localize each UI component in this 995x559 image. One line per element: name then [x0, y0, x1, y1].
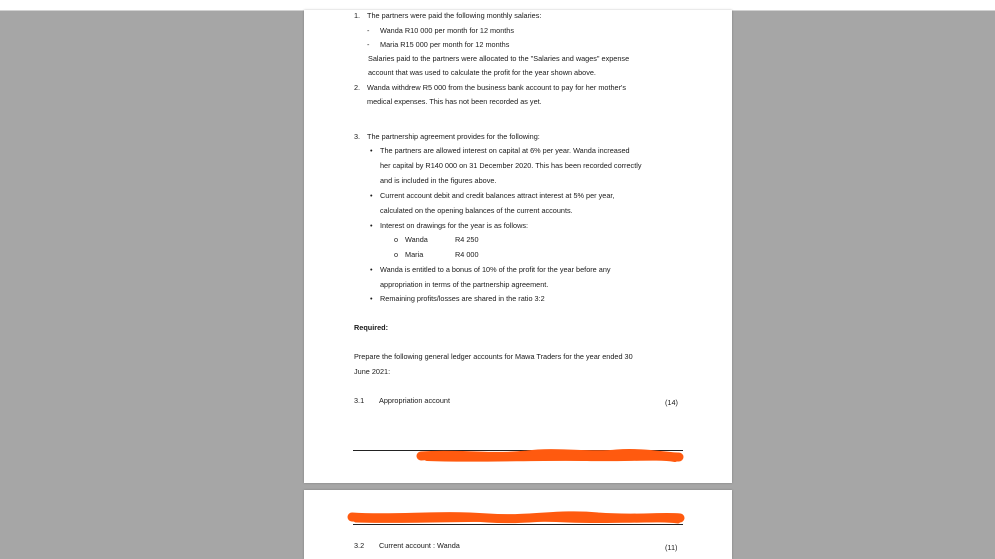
bullet-marker: • — [370, 191, 373, 200]
bullet-marker: • — [370, 265, 373, 274]
item-3-text: The partnership agreement provides for the following: — [367, 132, 540, 141]
question-3-2-marks: (11) — [665, 543, 678, 552]
bullet-2-line-2: calculated on the opening balances of the current accounts. — [380, 206, 573, 215]
bullet-1-line-2: her capital by R140 000 on 31 December 2020. This has been recorded correctly — [380, 161, 642, 170]
document-page-2[interactable] — [304, 490, 732, 559]
redaction-scribble — [348, 508, 684, 530]
bullet-marker: • — [370, 294, 373, 303]
redaction-scribble — [417, 445, 683, 467]
bullet-marker: • — [370, 221, 373, 230]
bullet-1-line-1: The partners are allowed interest on capital at 6% per year. Wanda increased — [380, 146, 630, 155]
question-3-2-number: 3.2 — [354, 541, 365, 550]
bullet-1-line-3: and is included in the figures above. — [380, 176, 497, 185]
required-heading: Required: — [354, 323, 389, 332]
item-2-line-2: medical expenses. This has not been recorded as yet. — [367, 97, 542, 106]
salary-wanda: Wanda R10 000 per month for 12 months — [380, 26, 514, 35]
drawings-name-wanda: Wanda — [405, 235, 428, 244]
dash-marker: - — [367, 40, 370, 49]
question-3-1-title: Appropriation account — [379, 396, 450, 405]
required-text-line-2: June 2021: — [354, 367, 391, 376]
bullet-marker: • — [370, 146, 373, 155]
required-text-line-1: Prepare the following general ledger accounts for Mawa Traders for the year ended 30 — [354, 352, 633, 361]
drawings-amount-wanda: R4 250 — [455, 235, 479, 244]
question-3-1-marks: (14) — [665, 398, 678, 407]
sub-bullet-marker: o — [394, 235, 399, 244]
document-page-1[interactable] — [304, 10, 732, 483]
bullet-4-line-1: Wanda is entitled to a bonus of 10% of the profit for the year before any — [380, 265, 611, 274]
sub-bullet-marker: o — [394, 250, 399, 259]
item-2-line-1: Wanda withdrew R5 000 from the business bank account to pay for her mother's — [367, 83, 627, 92]
item-3-number: 3. — [354, 132, 361, 141]
salaries-note-line-1: Salaries paid to the partners were allocated to the "Salaries and wages" expense — [368, 54, 630, 63]
question-3-1-number: 3.1 — [354, 396, 365, 405]
question-3-2-title: Current account : Wanda — [379, 541, 460, 550]
salaries-note-line-2: account that was used to calculate the profit for the year shown above. — [368, 68, 596, 77]
bullet-4-line-2: appropriation in terms of the partnership agreement. — [380, 280, 549, 289]
salary-maria: Maria R15 000 per month for 12 months — [380, 40, 510, 49]
item-1-number: 1. — [354, 11, 361, 20]
item-1-text: The partners were paid the following monthly salaries: — [367, 11, 542, 20]
bullet-5-line-1: Remaining profits/losses are shared in the ratio 3:2 — [380, 294, 545, 303]
bullet-2-line-1: Current account debit and credit balances attract interest at 5% per year, — [380, 191, 615, 200]
drawings-name-maria: Maria — [405, 250, 424, 259]
item-2-number: 2. — [354, 83, 361, 92]
dash-marker: - — [367, 26, 370, 35]
drawings-amount-maria: R4 000 — [455, 250, 479, 259]
bullet-3-line-1: Interest on drawings for the year is as follows: — [380, 221, 529, 230]
